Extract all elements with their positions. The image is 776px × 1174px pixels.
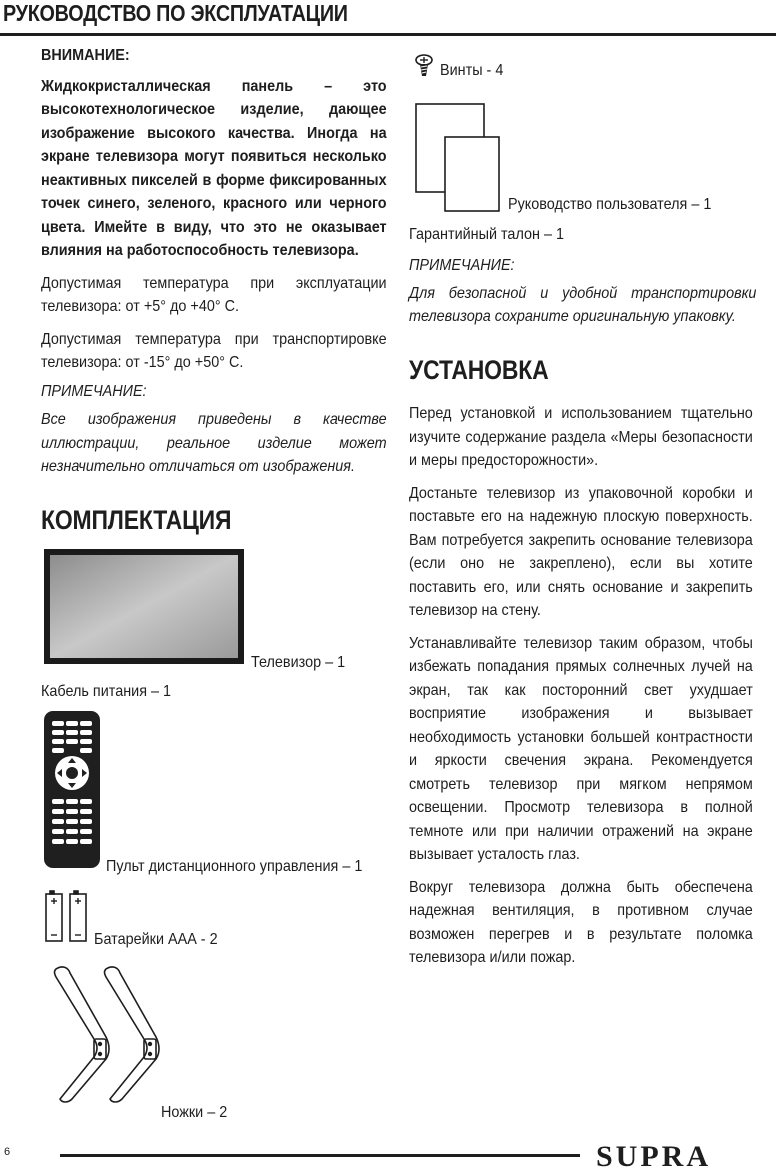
right-note-text: Для безопасной и удобной транспортировки телевизора сохраните оригинальную упаковку. bbox=[409, 284, 757, 325]
installation-body bbox=[409, 402, 776, 970]
legs-icon bbox=[48, 963, 163, 1105]
brand-logo: SUPRA bbox=[596, 1140, 712, 1173]
screws-label: Винты - 4 bbox=[440, 62, 504, 79]
right-note-label: ПРИМЕЧАНИЕ: bbox=[409, 257, 515, 274]
package-contents-title: КОМПЛЕКТАЦИЯ bbox=[41, 505, 232, 535]
note-label: ПРИМЕЧАНИЕ: bbox=[41, 382, 147, 400]
warning-title: ВНИМАНИЕ: bbox=[41, 47, 130, 64]
warning-text: Жидкокристаллическая панель – это высокотехнологическое изделие, дающее изображение высокого качества. Иногда на экране телевизора могут появиться несколько неактивных пикселей в форме фиксированных точек синего, зеленого, красного или черного цвета. Имейте в виду, что это не оказывает влияния на работоспособность телевизора. bbox=[41, 77, 387, 259]
right-note bbox=[409, 254, 776, 329]
remote-control-icon bbox=[44, 711, 100, 868]
left-column bbox=[41, 44, 425, 479]
install-paragraph-2: Достаньте телевизор из упаковочной коробки и поставьте его на надежную плоскую поверхность. Вам потребуется закрепить основание телевизора (если оно не закреплено), если вы хотите поставить его, или снять основание и закрепить телевизор на стену. bbox=[409, 484, 753, 619]
page-number: 6 bbox=[4, 1146, 11, 1158]
tv-label: Телевизор – 1 bbox=[251, 654, 346, 671]
warranty-label: Гарантийный талон – 1 bbox=[409, 226, 564, 243]
batteries-icon bbox=[45, 888, 89, 942]
temperature-operation: Допустимая температура при эксплуатации телевизора: от +5° до +40° С. bbox=[41, 274, 387, 315]
install-paragraph-4: Вокруг телевизора должна быть обеспечена надежная вентиляция, в противном случае возможен перегрев и в результате поломка телевизора и/или пожар. bbox=[409, 878, 753, 966]
installation-title: УСТАНОВКА bbox=[409, 355, 549, 385]
remote-label: Пульт дистанционного управления – 1 bbox=[106, 858, 363, 875]
documents-icon bbox=[415, 103, 501, 213]
note-text: Все изображения приведены в качестве иллюстрации, реальное изделие может незначительно отличаться от изображения. bbox=[41, 411, 387, 475]
legs-label: Ножки – 2 bbox=[161, 1104, 228, 1121]
page-header-title: РУКОВОДСТВО ПО ЭКСПЛУАТАЦИИ bbox=[3, 0, 348, 26]
manual-label: Руководство пользователя – 1 bbox=[508, 196, 712, 213]
install-paragraph-1: Перед установкой и использованием тщательно изучите содержание раздела «Меры безопасности и меры предосторожности». bbox=[409, 405, 753, 469]
footer-divider bbox=[60, 1154, 580, 1157]
power-cable-label: Кабель питания – 1 bbox=[41, 683, 172, 700]
screw-icon bbox=[413, 54, 435, 78]
install-paragraph-3: Устанавливайте телевизор таким образом, чтобы избежать попадания прямых солнечных лучей на экран, так как посторонний свет ухудшает восприятие изображения и вызывает необходимость установки большей контрастности и яркости свечения экрана. Рекомендуется смотреть телевизор при мягком непрямом освещении. Просмотр телевизора в полной темноте или при наличии отражений на экране вызывает усталость глаз. bbox=[409, 634, 753, 863]
batteries-label: Батарейки ААА - 2 bbox=[94, 931, 218, 948]
header-divider bbox=[0, 33, 776, 36]
temperature-transport: Допустимая температура при транспортировке телевизора: от -15° до +50° С. bbox=[41, 330, 387, 371]
tv-illustration bbox=[44, 549, 244, 664]
